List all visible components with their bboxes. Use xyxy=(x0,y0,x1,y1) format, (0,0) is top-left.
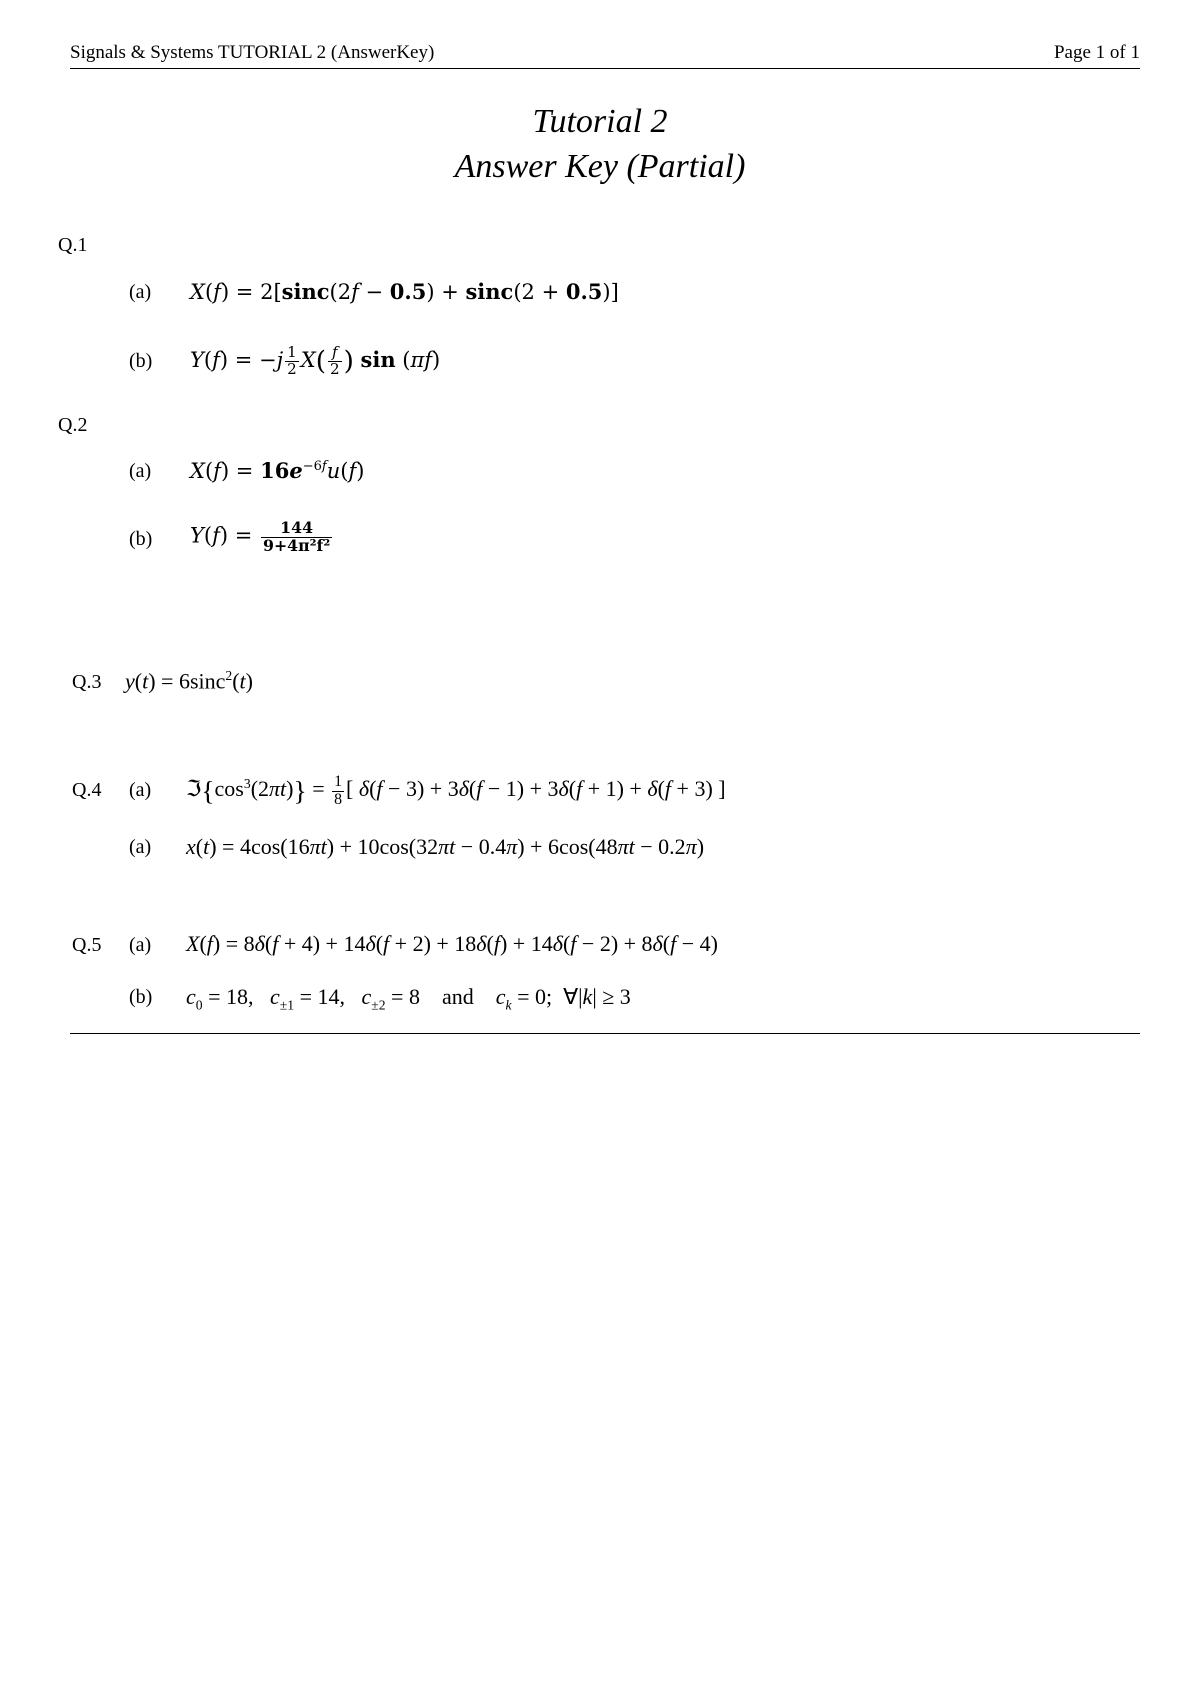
q5-b-label: (b) xyxy=(129,986,153,1008)
page-number: Page 1 of 1 xyxy=(1053,42,1140,63)
q1-a-label: (a) xyxy=(129,281,152,303)
q5-a-label: (a) xyxy=(129,934,152,956)
q5-a-equation: X(f) = 8δ(f + 4) + 14δ(f + 2) + 18δ(f) + 14δ(f − 2) + 8δ(f − 4) xyxy=(186,931,718,956)
q4-a-label: (a) xyxy=(129,779,152,801)
doc-title: Tutorial 2 xyxy=(532,103,668,140)
q1-a-equation: X(f) = 2[sinc(2f − 0.5) + sinc(2 + 0.5)] xyxy=(190,279,619,304)
q2-b-equation: Y(f) = $\frac{144}{\text{9+4π²f²}}$ xyxy=(190,518,331,555)
q2-a-equation: $X(f) = 16e^{-6f}u(f)$ xyxy=(190,458,365,483)
q4-a-equation: $ℑ\{\cos^3(2\pi t)\}$ = $\frac{1}{8}$ [ δ(f − 3) + 3δ(f − 1) + 3δ(f + 1) + δ(f + 3) ] xyxy=(186,773,726,808)
page-header xyxy=(70,40,1140,69)
bottom-divider xyxy=(70,1033,1140,1034)
q4-a2-equation: x(t) = 4cos(16πt) + 10cos(32πt − 0.4π) + 6cos(48πt − 0.2π) xyxy=(186,834,705,859)
q3-equation: y(t) = 6sinc$^2$(t) xyxy=(125,668,253,694)
q2-b-numerator: 144 xyxy=(280,518,314,537)
header-title: Signals & Systems TUTORIAL 2 (AnswerKey) xyxy=(70,42,435,63)
q1-b-label: (b) xyxy=(129,350,153,372)
q5-label: Q.5 xyxy=(72,934,102,956)
q2-a-label: (a) xyxy=(129,460,152,482)
q1-b-equation: Y(f) = −j $\frac{1}{2}$ X( $\frac{f}{2}$ ) sin (πf) xyxy=(190,343,441,378)
q4-label: Q.4 xyxy=(72,779,102,801)
q2-label: Q.2 xyxy=(58,414,88,436)
q4-a2-label: (a) xyxy=(129,836,152,858)
doc-subtitle: Answer Key (Partial) xyxy=(454,148,746,185)
q3-label: Q.3 xyxy=(72,671,102,693)
q2-b-label: (b) xyxy=(129,528,153,550)
q1-label: Q.1 xyxy=(58,234,88,256)
q5-b-and: and xyxy=(441,984,474,1009)
q5-b-equation: $c_0 = 18$, $c_{\pm 1} = 14$, $c_{\pm 2} = 8$ and $c_k = 0$; ∀|k| ≥ 3 xyxy=(186,984,631,1013)
q2-b-denominator: 9+4π²f² xyxy=(263,535,331,555)
